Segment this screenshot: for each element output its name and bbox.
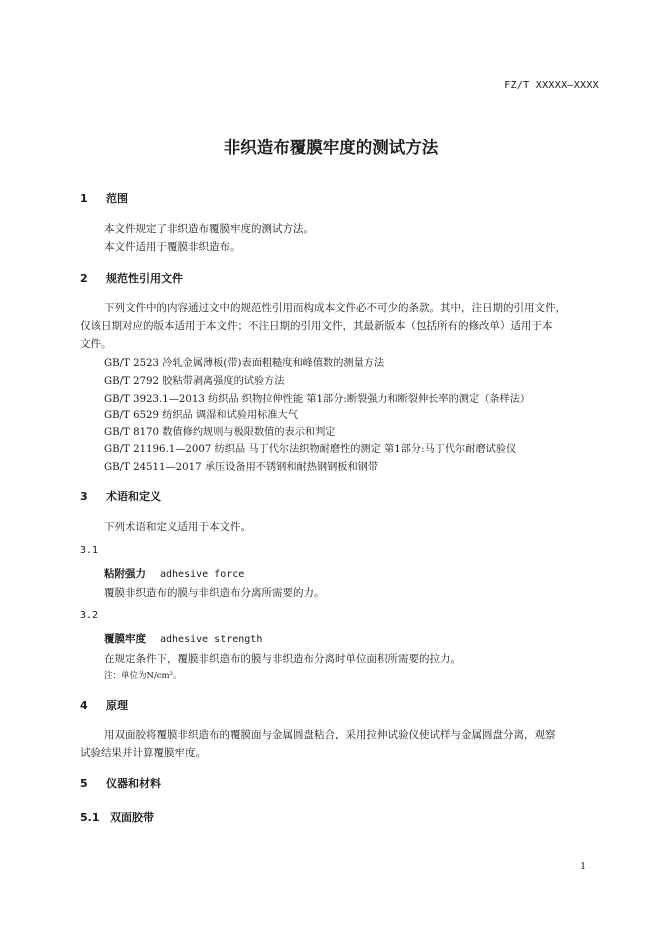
reference-item: GB/T 6529 纺织品 调湿和试验用标准大气 xyxy=(104,410,298,421)
subsection-5-1-heading xyxy=(80,809,154,825)
page-number: 1 xyxy=(580,862,586,872)
paragraph: 下列术语和定义适用于本文件。 xyxy=(104,521,251,533)
section-1-heading xyxy=(80,190,128,206)
standard-code: FZ/T XXXXX—XXXX xyxy=(504,80,599,91)
paragraph: 本文件规定了非织造布覆膜牢度的测试方法。 xyxy=(104,223,314,235)
section-number: 4 xyxy=(80,699,88,712)
section-3-heading xyxy=(80,488,161,504)
section-2-heading xyxy=(80,270,183,286)
section-title: 术语和定义 xyxy=(106,490,161,503)
subsection-title: 双面胶带 xyxy=(110,811,154,824)
term-number: 3.2 xyxy=(80,610,99,621)
term-english: adhesive force xyxy=(160,569,245,580)
reference-item: GB/T 24511—2017 承压设备用不锈钢和耐热钢钢板和钢带 xyxy=(104,462,379,473)
section-number: 2 xyxy=(80,272,88,285)
document-title: 非织造布覆膜牢度的测试方法 xyxy=(223,138,439,157)
section-4-heading xyxy=(80,697,128,713)
term-note: 注：单位为N/cm²。 xyxy=(104,671,182,681)
term-entry xyxy=(104,627,262,646)
term-english: adhesive strength xyxy=(160,634,263,645)
paragraph-line: 下列文件中的内容通过文中的规范性引用而构成本文件必不可少的条款。其中，注日期的引用文件， xyxy=(104,302,566,314)
reference-item: GB/T 2523 冷轧金属薄板(带)表面粗糙度和峰值数的测量方法 xyxy=(104,358,385,369)
paragraph-line: 试验结果并计算覆膜牢度。 xyxy=(80,747,206,759)
paragraph-line: 用双面胶将覆膜非织造布的覆膜面与金属圆盘粘合，采用拉伸试验仪使试样与金属圆盘分离，观察 xyxy=(104,729,556,741)
paragraph-line: 文件。 xyxy=(80,338,112,350)
term-chinese: 覆膜牢度 xyxy=(104,633,146,645)
section-number: 1 xyxy=(80,192,88,205)
reference-item: GB/T 8170 数值修约规则与极限数值的表示和判定 xyxy=(104,427,336,438)
term-definition: 覆膜非织造布的膜与非织造布分离所需要的力。 xyxy=(104,587,325,599)
reference-item: GB/T 3923.1—2013 纺织品 织物拉伸性能 第1部分:断裂强力和断裂伸长率的测定（条样法） xyxy=(104,394,531,405)
section-title: 原理 xyxy=(106,699,128,712)
paragraph: 本文件适用于覆膜非织造布。 xyxy=(104,241,241,253)
term-chinese: 粘附强力 xyxy=(104,568,146,580)
section-number: 3 xyxy=(80,490,88,503)
term-number: 3.1 xyxy=(80,545,99,556)
term-entry xyxy=(104,562,244,581)
subsection-number: 5.1 xyxy=(80,811,100,824)
section-title: 范围 xyxy=(106,192,128,205)
reference-item: GB/T 2792 胶粘带剥离强度的试验方法 xyxy=(104,376,285,387)
section-5-heading xyxy=(80,775,161,791)
section-title: 规范性引用文件 xyxy=(106,272,183,285)
paragraph-line: 仅该日期对应的版本适用于本文件；不注日期的引用文件，其最新版本（包括所有的修改单）适用于本 xyxy=(80,320,553,332)
term-definition: 在规定条件下，覆膜非织造布的膜与非织造布分离时单位面积所需要的拉力。 xyxy=(104,653,461,665)
section-number: 5 xyxy=(80,777,88,790)
section-title: 仪器和材料 xyxy=(106,777,161,790)
reference-item: GB/T 21196.1—2007 纺织品 马丁代尔法织物耐磨性的测定 第1部分:马丁代尔耐磨试验仪 xyxy=(104,444,517,455)
